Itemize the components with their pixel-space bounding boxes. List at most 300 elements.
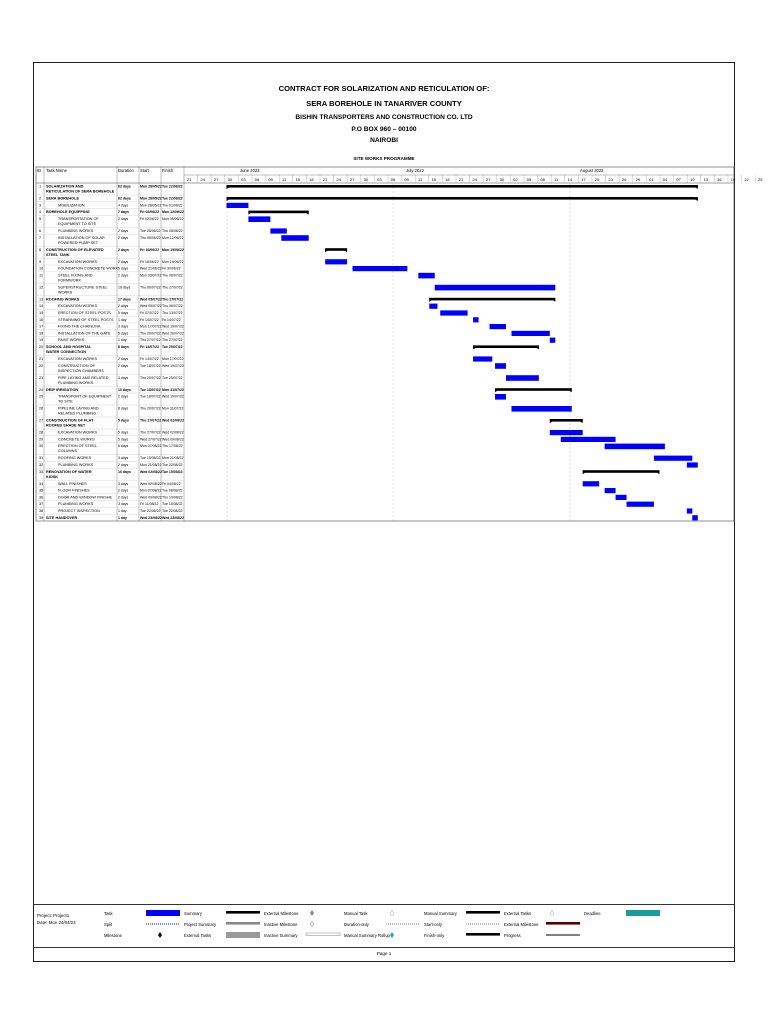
task-bar [687,508,692,513]
task-start: Fri 02/06/22 [140,217,159,221]
legend-symbols [34,905,734,947]
task-duration: 2 days [118,463,129,467]
task-start: Tue 06/06/22 [140,229,161,233]
day-label: 20 [594,177,600,182]
task-duration: 1 day [118,515,127,520]
task-name: PLUMBING WORKS [58,463,94,467]
task-start: Tue 15/08/22 [140,456,161,461]
day-label: 30 [227,177,233,182]
task-name: FORMWORK [58,278,81,283]
day-label: 22 [744,177,749,182]
task-name: INSTALLATION OF THE GATE [58,331,111,336]
task-name: MOBILIZATION [58,203,85,208]
task-finish: Thu 08/06/22 [162,229,183,233]
task-name: POWERED PUMP SET [58,240,99,245]
task-bar [227,203,249,208]
task-bar [605,488,616,493]
task-id: 22 [39,363,44,368]
day-label: 05 [526,177,532,182]
task-start: Thu 20/07/22 [140,406,161,411]
day-label: 24 [336,177,341,182]
day-label: 12 [281,177,287,182]
task-bar [687,462,698,467]
day-label: 12 [417,177,423,182]
day-label: 21 [186,177,192,182]
task-start: Wed 21/06/22 [140,266,162,271]
task-start: Tue 18/07/22 [140,363,161,368]
task-start: Fri 07/07/22 [140,311,159,315]
task-start: Mon 28/05/22 [140,203,162,208]
task-duration: 8 days [118,406,129,411]
task-duration: 2 days [118,363,129,368]
task-id: 15 [39,311,44,315]
day-label: 16 [717,177,722,182]
legend-milestone-symbol [158,932,162,938]
task-name: INSPECTION CHAMBERS [58,368,104,373]
day-label: 18 [445,177,450,182]
task-start: Fri 16/06/22 [140,259,159,264]
task-bar [495,363,506,369]
legend-label: External Tasks [504,911,532,916]
task-bar [550,338,555,343]
task-name: BOREHOLE EQUIPPING [46,210,90,215]
legend-label: Manual Task [344,911,368,916]
task-start: Tue 18/07/22 [140,387,161,392]
task-start: Thu 27/07/22 [140,338,161,343]
day-label: 26 [621,177,627,182]
task-bar [616,495,627,500]
task-duration: 6 days [118,444,129,449]
task-duration: 2 days [118,235,129,240]
column-header: Duration [118,168,134,173]
summary-bar [429,298,555,301]
task-name: FLOOR FINISHES [58,488,90,493]
column-header: Task Name [46,168,67,173]
day-label: 27 [213,177,219,182]
task-id: 9 [39,259,42,264]
day-label: 14 [567,177,573,182]
task-bar [270,228,286,233]
task-finish: Mon 19/06/22 [162,259,184,264]
task-name: TO SITE [58,399,73,404]
task-finish: Wed 02/08/22 [162,418,184,423]
day-label: 21 [322,177,328,182]
legend-label: Split [104,922,113,927]
task-id: 30 [39,444,44,449]
day-label: 27 [485,177,491,182]
task-name: SOLARIZATION AND [46,184,84,189]
task-name: ERECTION OF STEEL [58,444,98,449]
task-name: STEEL TANK [46,252,70,257]
month-label: July 2022 [406,168,424,173]
task-duration: 62 days [118,196,131,201]
task-duration: 5 days [118,266,129,271]
day-label: 21 [458,177,464,182]
task-duration: 1 day [118,509,127,513]
task-finish: Thu 06/07/22 [162,273,183,278]
document-frame [33,62,763,962]
task-duration: 3 days [118,481,129,486]
task-duration: 7 days [118,210,129,215]
task-finish: Thu 10/08/22 [162,495,183,500]
summary-bar [495,388,572,391]
task-name: SITE HANDOVER [46,515,78,520]
task-bar [281,235,308,241]
task-name: WATER CONNECTION [46,350,87,354]
task-start: Wed 02/08/22 [140,469,162,474]
summary-bar [325,248,347,251]
task-id: 28 [39,430,44,435]
legend-summary-symbol [226,911,260,914]
task-start: Wed 05/07/22 [140,297,162,302]
task-id: 4 [39,210,42,215]
task-name: SUPERSTRUCTURE STEEL [58,285,108,290]
task-duration: 5 days [118,418,129,423]
task-duration: 2 days [118,495,129,500]
task-finish: Tue 22/08/22 [162,463,183,467]
task-finish: Tue 15/08/22 [162,502,183,507]
day-label: 09 [268,177,273,182]
task-id: 23 [39,375,44,380]
task-id: 29 [39,437,44,442]
task-id: 24 [39,387,44,392]
summary-bar [227,185,698,188]
legend-manual-task-symbol [390,910,394,916]
task-finish: Mon 12/06/22 [162,210,184,215]
task-duration: 8 days [118,345,129,349]
task-bar [561,437,616,442]
task-finish: Fri 14/07/22 [162,317,181,322]
task-finish: Tue 08/08/22 [162,488,183,493]
day-label: 17 [581,177,586,182]
day-label: 15 [431,177,437,182]
contractor-address: P.O BOX 960 – 00100 [351,126,417,133]
column-header: Start [140,168,149,173]
task-duration: 62 days [118,184,131,189]
task-finish: Mon 19/06/22 [162,247,184,252]
task-name: ROOFING WORKS [46,297,80,302]
legend-external-tasks-symbol [226,932,260,938]
task-id: 14 [39,304,44,309]
task-duration: 5 days [118,331,129,336]
task-name: FOUNDATION CONCRETE WORK [58,266,119,271]
task-bar [435,285,556,291]
task-bar [654,456,692,461]
task-bar [605,444,665,450]
task-finish: Thu 17/08/22 [162,444,183,449]
day-label: 03 [377,177,382,182]
task-id: 10 [39,266,44,271]
task-name: PIPELINE LAYING AND [58,406,99,411]
task-name: EXCAVATION WORKS [58,304,98,309]
task-start: Mon 28/05/22 [140,196,162,201]
legend-label: Manual Summary [424,911,457,916]
legend-project-summary-symbol [226,922,260,925]
task-name: CONSTRUCTION OF ELEVATED [46,247,104,252]
task-name: RELATED PLUMBING [58,411,97,416]
legend-label: Progress [504,933,521,938]
task-id: 25 [39,394,44,399]
legend-label: Deadline [584,911,601,916]
task-start: Wed 02/08/22 [140,481,162,486]
task-finish: Mon 21/08/22 [162,456,184,461]
task-id: 38 [39,509,44,513]
task-name: KIOSK [46,474,59,479]
legend-external-milestone-symbol [546,922,580,925]
day-label: 04 [662,177,668,182]
task-duration: 2 days [118,488,129,493]
task-bar [495,394,506,400]
day-label: 30 [499,177,505,182]
summary-bar [583,470,660,473]
legend-label: Inactive Summary [264,933,298,938]
task-duration: 3 days [118,456,129,461]
day-label: 18 [309,177,314,182]
summary-bar [550,419,583,422]
task-id: 32 [39,463,44,467]
task-finish: Mon 12/06/22 [162,235,184,240]
task-id: 17 [39,324,44,329]
legend-teal-swatch [626,910,660,916]
legend-project: Project: Project1 [37,913,70,918]
day-label: 06 [390,177,396,182]
legend-label: Milestone [104,933,122,938]
task-id: 6 [39,229,42,233]
legend-label: Summary [184,911,202,916]
task-start: Tue 18/07/22 [140,394,161,399]
task-name: ROOFED SHADE NET [46,423,86,428]
task-duration: 2 days [118,304,129,309]
task-finish: Wed 19/07/22 [162,363,184,368]
task-bar [429,304,437,309]
contractor-city: NAIROBI [370,137,398,144]
task-id: 2 [39,196,42,201]
day-label: 27 [349,177,355,182]
task-id: 1 [39,184,42,189]
task-duration: 4 days [118,203,129,208]
task-finish: Thu 06/07/22 [162,304,183,309]
task-finish: Wed 02/08/22 [162,430,184,435]
borehole-title: SERA BOREHOLE IN TANARIVER COUNTY [306,99,462,108]
task-name: CONSTRUCTION OF [58,363,95,368]
summary-bar [473,345,539,348]
task-id: 36 [39,495,44,500]
contract-title: CONTRACT FOR SOLARIZATION AND RETICULATION OF: [278,84,490,93]
legend-label: Inactive Milestone [264,922,298,927]
task-id: 13 [39,297,44,302]
programme-subtitle: SITE WORKS PROGRAMME [353,156,415,161]
task-start: Fri 11/08/22 [140,502,159,507]
task-duration: 4 days [118,375,129,380]
task-duration: 5 days [118,437,129,442]
task-id: 31 [39,456,44,461]
day-label: 19 [730,177,736,182]
summary-bar [248,211,308,214]
legend-label: External Milestone [504,922,539,927]
task-finish: Tue 22/08/22 [162,184,183,189]
task-duration: 10 days [118,469,131,474]
task-finish: Tue 25/07/22 [162,345,183,349]
task-name: EQUIPMENT TO SITE [58,222,97,226]
day-label: 06 [254,177,260,182]
task-start: Tue 22/08/22 [140,509,161,513]
task-id: 19 [39,338,44,343]
summary-bar [227,197,698,200]
task-name: STEEL FIXING AND [58,273,93,278]
task-start: Thu 27/07/22 [140,418,162,423]
task-finish: Mon 31/07/22 [162,406,184,411]
legend-finish-only-symbol [466,933,500,936]
task-finish: Tue 25/07/22 [162,375,183,380]
task-name: TRANSPORT OF EQUIPMENT [58,394,112,399]
day-label: 08 [540,177,545,182]
task-id: 3 [39,203,42,208]
task-duration: 2 days [118,229,129,233]
task-bar [490,324,506,329]
task-id: 37 [39,502,44,507]
legend-label: Task [104,911,113,916]
task-bar [627,502,654,507]
day-label: 29 [635,177,641,182]
task-duration: 17 days [118,297,131,302]
task-name: SCHOOL AND HOSPITAL [46,345,92,349]
task-start: Fri 02/06/22 [140,210,160,215]
task-name: PLUMBING WORKS [58,380,94,385]
task-start: Mon 07/08/22 [140,488,162,493]
task-name: STRANNING OF STEEL POSTS [58,317,114,322]
task-bar [511,406,571,412]
task-name: CONSTRUCTION OF FLAT [46,418,94,423]
task-bar [418,273,434,279]
task-name: COLUMNS [58,449,77,454]
day-label: 24 [200,177,205,182]
task-finish: Thu 01/06/22 [162,203,183,208]
task-id: 11 [39,273,43,278]
legend-inactive-milestone-symbol [310,921,314,927]
task-name: PIPE LAYING AND RELATED [58,375,109,380]
task-id: 21 [39,357,44,361]
day-label: 24 [472,177,477,182]
task-bar [511,331,549,336]
contractor-name: BISHIN TRANSPORTERS AND CONSTRUCTION CO. LTD [295,114,473,121]
task-duration: 2 days [118,259,129,264]
task-id: 34 [39,481,44,486]
task-finish: Fri 30/06/22 [162,266,181,271]
task-name: CONCRETE WORKS [58,437,95,442]
task-name: RENOVATION OF WATER [46,469,92,474]
page-footer: Page 1 [34,947,734,956]
task-finish: Wed 23/08/22 [162,515,184,520]
legend-inactive-summary-symbol [306,933,340,936]
task-start: Mon 03/07/22 [140,273,162,278]
task-finish: Wed 19/07/22 [162,324,184,329]
task-start: Fri 14/07/22 [140,345,160,349]
task-id: 7 [39,235,42,240]
task-id: 5 [39,217,42,221]
task-duration: 5 days [118,311,129,315]
day-label: 25 [757,177,763,182]
task-name: EXCAVATION WORKS [58,259,98,264]
task-bar [583,481,599,486]
task-id: 16 [39,317,44,322]
task-bar [506,375,539,381]
task-id: 26 [39,406,44,411]
legend-manual-summary-symbol [466,911,500,914]
task-finish: Wed 19/07/22 [162,394,184,399]
task-bar [325,259,347,264]
task-start: Mon 28/05/22 [140,184,162,189]
legend-label: Project Summary [184,922,217,927]
task-start: Mon 07/08/22 [140,444,162,449]
task-name: PLUMBING WORKS [58,502,94,507]
legend-label: External Milestone [264,911,299,916]
day-label: 15 [295,177,301,182]
task-start: Fri 14/07/22 [140,317,159,322]
task-finish: Wed 09/08/22 [162,437,184,442]
task-start: Mon 17/07/22 [140,324,162,329]
task-name: EXCAVATION WORKS [58,357,98,361]
legend-external-milestone-symbol [310,910,314,916]
task-start: Wed 23/08/22 [140,515,162,520]
legend-date: Date: Mon 24/04/23 [37,920,76,925]
day-label: 30 [363,177,369,182]
legend-label: External Tasks [184,933,212,938]
day-label: 23 [608,177,613,182]
task-duration: 3 days [118,502,129,507]
column-header: ID [37,168,42,173]
task-start: Fri 16/06/22 [140,247,160,252]
task-id: 27 [39,418,44,423]
task-name: PAINT WORKS [58,338,85,343]
day-label: 10 [689,177,695,182]
task-start: Thu 20/07/22 [140,375,161,380]
column-header: Finish [162,168,174,173]
task-finish: Mon 31/07/22 [162,387,184,392]
task-id: 20 [39,345,44,349]
task-name: DRIP IRRIGATION [46,387,79,392]
day-label: 07 [676,177,681,182]
task-name: FIXING THE CHAINLINK [58,324,101,329]
task-name: ERECTION OF STEEL POSTS [58,311,111,315]
legend-manual-summary-rollup-symbol [390,932,394,938]
gantt-chart [34,63,763,903]
task-start: Mon 21/08/22 [140,463,162,467]
day-label: 13 [703,177,709,182]
task-finish: Tue 22/08/22 [162,509,183,513]
task-start: Wed 09/08/22 [140,495,162,500]
legend-label: Manual Summary Rollup [344,933,390,938]
day-label: 11 [554,177,559,182]
task-id: 39 [39,515,44,520]
day-label: 03 [241,177,246,182]
task-id: 8 [39,247,42,252]
task-name: WALL FINISHES [58,481,87,486]
task-bar [440,310,467,315]
task-duration: 2 days [118,247,129,252]
task-name: SERA BOREHOLE [46,196,79,201]
task-bar [473,356,492,361]
task-start: Thu 20/07/22 [140,331,161,336]
task-start: Thu 06/07/22 [140,285,161,290]
task-name: WORKS [58,290,73,295]
legend-label: Start-only [424,922,442,927]
task-duration: 3 days [118,324,129,329]
task-name: PLUMBING WORKS [58,229,94,233]
task-duration: 1 day [118,317,127,322]
task-bar [692,515,697,520]
task-start: Wed 05/07/22 [140,304,162,309]
day-label: 02 [513,177,518,182]
